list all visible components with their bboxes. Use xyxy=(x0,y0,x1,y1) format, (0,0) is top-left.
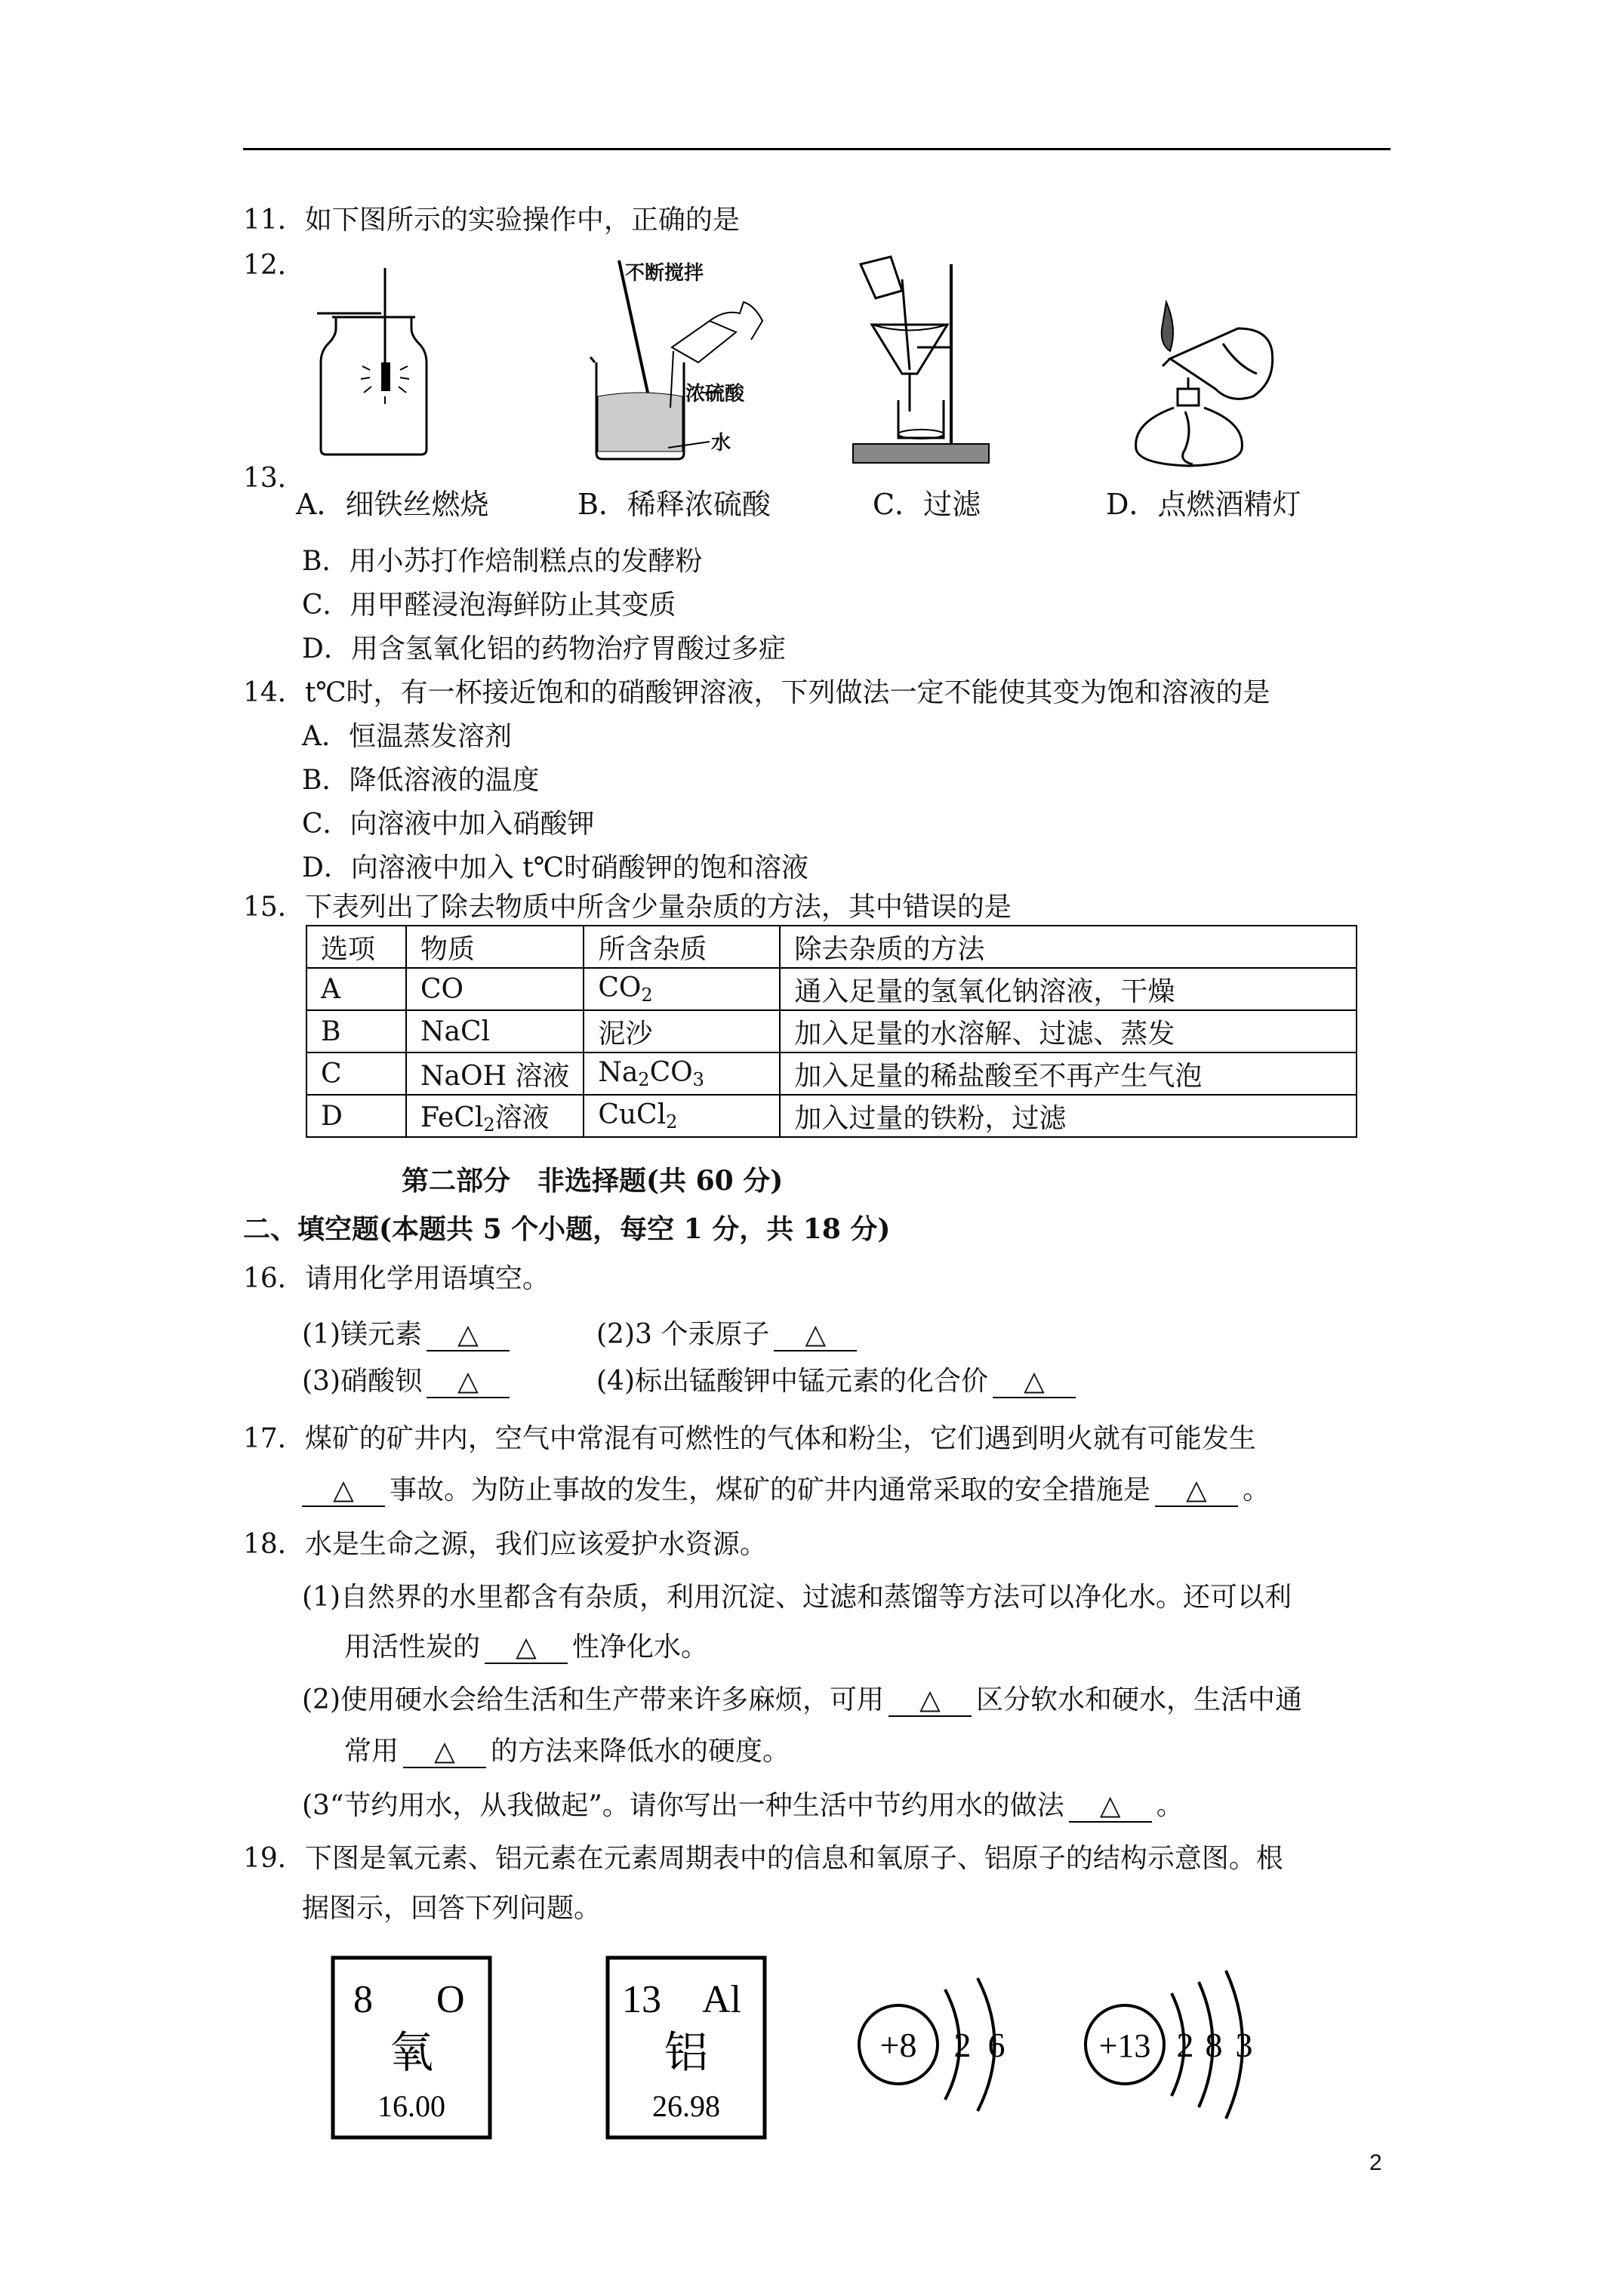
formula-subscript: 2 xyxy=(483,1114,495,1136)
question-19-line-2: 据图示，回答下列问题。 xyxy=(302,1893,602,1924)
table-header-row xyxy=(306,926,1357,968)
question-14 xyxy=(243,676,1270,710)
answer-blank[interactable]: △ xyxy=(993,1367,1076,1398)
question-17 xyxy=(243,1422,1256,1456)
answer-blank[interactable]: △ xyxy=(302,1475,385,1507)
formula-subscript: 2 xyxy=(666,1111,678,1133)
formula-part: CuCl xyxy=(598,1099,667,1130)
label-concentrated-acid: 浓硫酸 xyxy=(685,383,745,405)
atom-diagram-oxygen xyxy=(853,1955,1027,2144)
caption-b: B．稀释浓硫酸 xyxy=(577,488,771,521)
formula-subscript: 3 xyxy=(692,1069,704,1090)
shell-electrons: 3 xyxy=(1235,2026,1253,2064)
question-text: 下表列出了除去物质中所含少量杂质的方法，其中错误的是 xyxy=(304,892,1012,923)
q13-option-c: C．用甲醛浸泡海鲜防止其变质 xyxy=(302,590,676,621)
question-number: 17． xyxy=(243,1423,305,1454)
q18-part-2-line-1 xyxy=(302,1684,1302,1717)
question-13-number: 13． xyxy=(243,463,305,494)
part-text: (4)标出锰酸钾中锰元素的化合价 xyxy=(596,1366,988,1397)
question-text: 如下图所示的实验操作中，正确的是 xyxy=(304,205,740,236)
header-rule xyxy=(243,148,1390,150)
impurity-cell xyxy=(584,968,780,1010)
question-number: 16． xyxy=(243,1263,305,1294)
part-text: 的方法来降低水的硬度。 xyxy=(491,1736,790,1767)
question-19 xyxy=(243,1842,1283,1875)
part-text: (2)使用硬水会给生活和生产带来许多麻烦，可用 xyxy=(302,1684,884,1715)
question-text: 煤矿的矿井内，空气中常混有可燃性的气体和粉尘，它们遇到明火就有可能发生 xyxy=(304,1423,1256,1454)
q18-part-2-line-2 xyxy=(344,1735,790,1768)
answer-blank[interactable]: △ xyxy=(774,1320,857,1351)
element-symbol: Al xyxy=(702,1978,741,2021)
part-text: 区分软水和硬水，生活中通 xyxy=(976,1684,1303,1715)
header-cell: 物质 xyxy=(406,926,584,968)
option-cell: C xyxy=(306,1052,406,1095)
q16-part-2 xyxy=(596,1318,861,1351)
shell-electrons: 8 xyxy=(1205,2026,1223,2064)
answer-blank[interactable]: △ xyxy=(888,1685,972,1717)
element-name: 铝 xyxy=(664,2026,709,2078)
method-cell: 通入足量的氢氧化钠溶液，干燥 xyxy=(780,968,1357,1010)
part-text: 常用 xyxy=(344,1736,399,1767)
q16-part-4 xyxy=(596,1365,1080,1398)
formula-part: CO xyxy=(649,1057,693,1088)
label-keep-stirring: 不断搅拌 xyxy=(625,262,704,285)
q14-option-a: A．恒温蒸发溶剂 xyxy=(302,721,512,752)
formula-part: FeCl xyxy=(420,1102,484,1133)
question-12-number: 12． xyxy=(243,250,305,281)
part-text: (2)3 个汞原子 xyxy=(596,1319,770,1350)
q13-option-b: B．用小苏打作焙制糕点的发酵粉 xyxy=(302,546,703,577)
impurity-cell xyxy=(584,1052,780,1095)
atomic-number: 8 xyxy=(353,1978,373,2021)
label-water: 水 xyxy=(711,432,731,455)
impurity-cell: 泥沙 xyxy=(584,1010,780,1052)
header-cell: 选项 xyxy=(306,926,406,968)
part-text: 性净化水。 xyxy=(572,1632,709,1663)
answer-blank[interactable]: △ xyxy=(485,1632,568,1664)
option-cell: A xyxy=(306,968,406,1010)
atom-diagram-aluminum xyxy=(1079,1955,1276,2144)
caption-a: A．细铁丝燃烧 xyxy=(296,488,489,521)
header-cell: 除去杂质的方法 xyxy=(780,926,1357,968)
part-text: 用活性炭的 xyxy=(344,1632,481,1663)
section2-title: 二、填空题(本题共 5 个小题，每空 1 分，共 18 分) xyxy=(243,1213,891,1245)
q14-option-b: B．降低溶液的温度 xyxy=(302,765,540,796)
part-text: (1)镁元素 xyxy=(302,1319,422,1350)
part2-title: 第二部分 非选择题(共 60 分) xyxy=(402,1165,784,1197)
q18-part-3 xyxy=(302,1789,1184,1823)
table-row xyxy=(306,1095,1357,1137)
table-row xyxy=(306,968,1357,1010)
answer-blank[interactable]: △ xyxy=(1155,1475,1238,1507)
part-text: (3)硝酸钡 xyxy=(302,1366,422,1397)
question-16 xyxy=(243,1262,550,1296)
q14-option-c: C．向溶液中加入硝酸钾 xyxy=(302,809,595,840)
question-text: 请用化学用语填空。 xyxy=(304,1263,550,1294)
q16-part-3 xyxy=(302,1365,514,1398)
q14-option-d: D．向溶液中加入 t℃时硝酸钾的饱和溶液 xyxy=(302,852,809,883)
question-text: t℃时，有一杯接近饱和的硝酸钾溶液，下列做法一定不能使其变为饱和溶液的是 xyxy=(304,677,1270,708)
question-11 xyxy=(243,204,740,237)
option-cell: D xyxy=(306,1095,406,1137)
answer-blank[interactable]: △ xyxy=(427,1367,510,1398)
figure-iron-wire-burning xyxy=(310,264,438,461)
impurity-table xyxy=(306,925,1357,1138)
formula-part: 溶液 xyxy=(494,1102,550,1133)
method-cell: 加入过量的铁粉，过滤 xyxy=(780,1095,1357,1137)
atomic-mass: 16.00 xyxy=(377,2089,445,2123)
impurity-cell xyxy=(584,1095,780,1137)
question-number: 14． xyxy=(243,677,305,708)
element-card-aluminum xyxy=(605,1955,767,2140)
question-text: 下图是氧元素、铝元素在元素周期表中的信息和氧原子、铝原子的结构示意图。根 xyxy=(304,1843,1283,1874)
q13-option-d: D．用含氢氧化铝的药物治疗胃酸过多症 xyxy=(302,633,786,664)
q18-part-1-line-1: (1)自然界的水里都含有杂质，利用沉淀、过滤和蒸馏等方法可以净化水。还可以利 xyxy=(302,1582,1292,1613)
element-name: 氧 xyxy=(389,2026,434,2078)
question-18 xyxy=(243,1528,767,1561)
header-cell: 所含杂质 xyxy=(584,926,780,968)
q18-part-1-line-2 xyxy=(344,1631,708,1664)
q16-part-1 xyxy=(302,1318,514,1351)
table-row xyxy=(306,1010,1357,1052)
page-number: 2 xyxy=(1369,2150,1382,2175)
substance-cell: NaOH 溶液 xyxy=(406,1052,584,1095)
question-text: 事故。为防止事故的发生，煤矿的矿井内通常采取的安全措施是 xyxy=(390,1475,1151,1505)
formula-subscript: 2 xyxy=(638,1069,650,1090)
shell-electrons: 2 xyxy=(953,2026,972,2064)
substance-cell: CO xyxy=(406,968,584,1010)
part-text: (3“节约用水，从我做起”。请你写出一种生活中节约用水的做法 xyxy=(302,1790,1064,1821)
shell-electrons: 2 xyxy=(1176,2026,1194,2064)
shell-electrons: 6 xyxy=(987,2026,1006,2064)
formula-part: CO xyxy=(598,972,642,1003)
question-15 xyxy=(243,891,1012,924)
question-number: 19． xyxy=(243,1843,305,1874)
answer-blank[interactable]: △ xyxy=(403,1737,486,1768)
answer-blank[interactable]: △ xyxy=(427,1320,510,1351)
question-text: 水是生命之源，我们应该爱护水资源。 xyxy=(304,1529,767,1560)
question-number: 11． xyxy=(243,205,305,236)
table-row xyxy=(306,1052,1357,1095)
figure-alcohol-lamp xyxy=(1117,298,1283,472)
answer-blank[interactable]: △ xyxy=(1069,1791,1152,1823)
substance-cell: NaCl xyxy=(406,1010,584,1052)
question-number: 18． xyxy=(243,1529,305,1560)
substance-cell xyxy=(406,1095,584,1137)
element-symbol: O xyxy=(436,1978,465,2021)
atomic-mass: 26.98 xyxy=(652,2089,720,2123)
figure-filtration xyxy=(845,249,996,468)
formula-subscript: 2 xyxy=(641,985,653,1006)
element-card-oxygen xyxy=(331,1955,492,2140)
q17-line-2 xyxy=(302,1474,1270,1507)
atomic-number: 13 xyxy=(622,1978,661,2021)
option-cell: B xyxy=(306,1010,406,1052)
question-text: 。 xyxy=(1243,1475,1270,1505)
caption-c: C．过滤 xyxy=(873,488,981,521)
caption-d: D．点燃酒精灯 xyxy=(1106,488,1301,521)
nucleus-charge: +13 xyxy=(1098,2027,1151,2064)
nucleus-charge: +8 xyxy=(879,2026,917,2064)
part-text: 。 xyxy=(1156,1790,1184,1821)
method-cell: 加入足量的稀盐酸至不再产生气泡 xyxy=(780,1052,1357,1095)
method-cell: 加入足量的水溶解、过滤、蒸发 xyxy=(780,1010,1357,1052)
formula-part: Na xyxy=(598,1057,639,1088)
question-number: 15． xyxy=(243,892,305,923)
